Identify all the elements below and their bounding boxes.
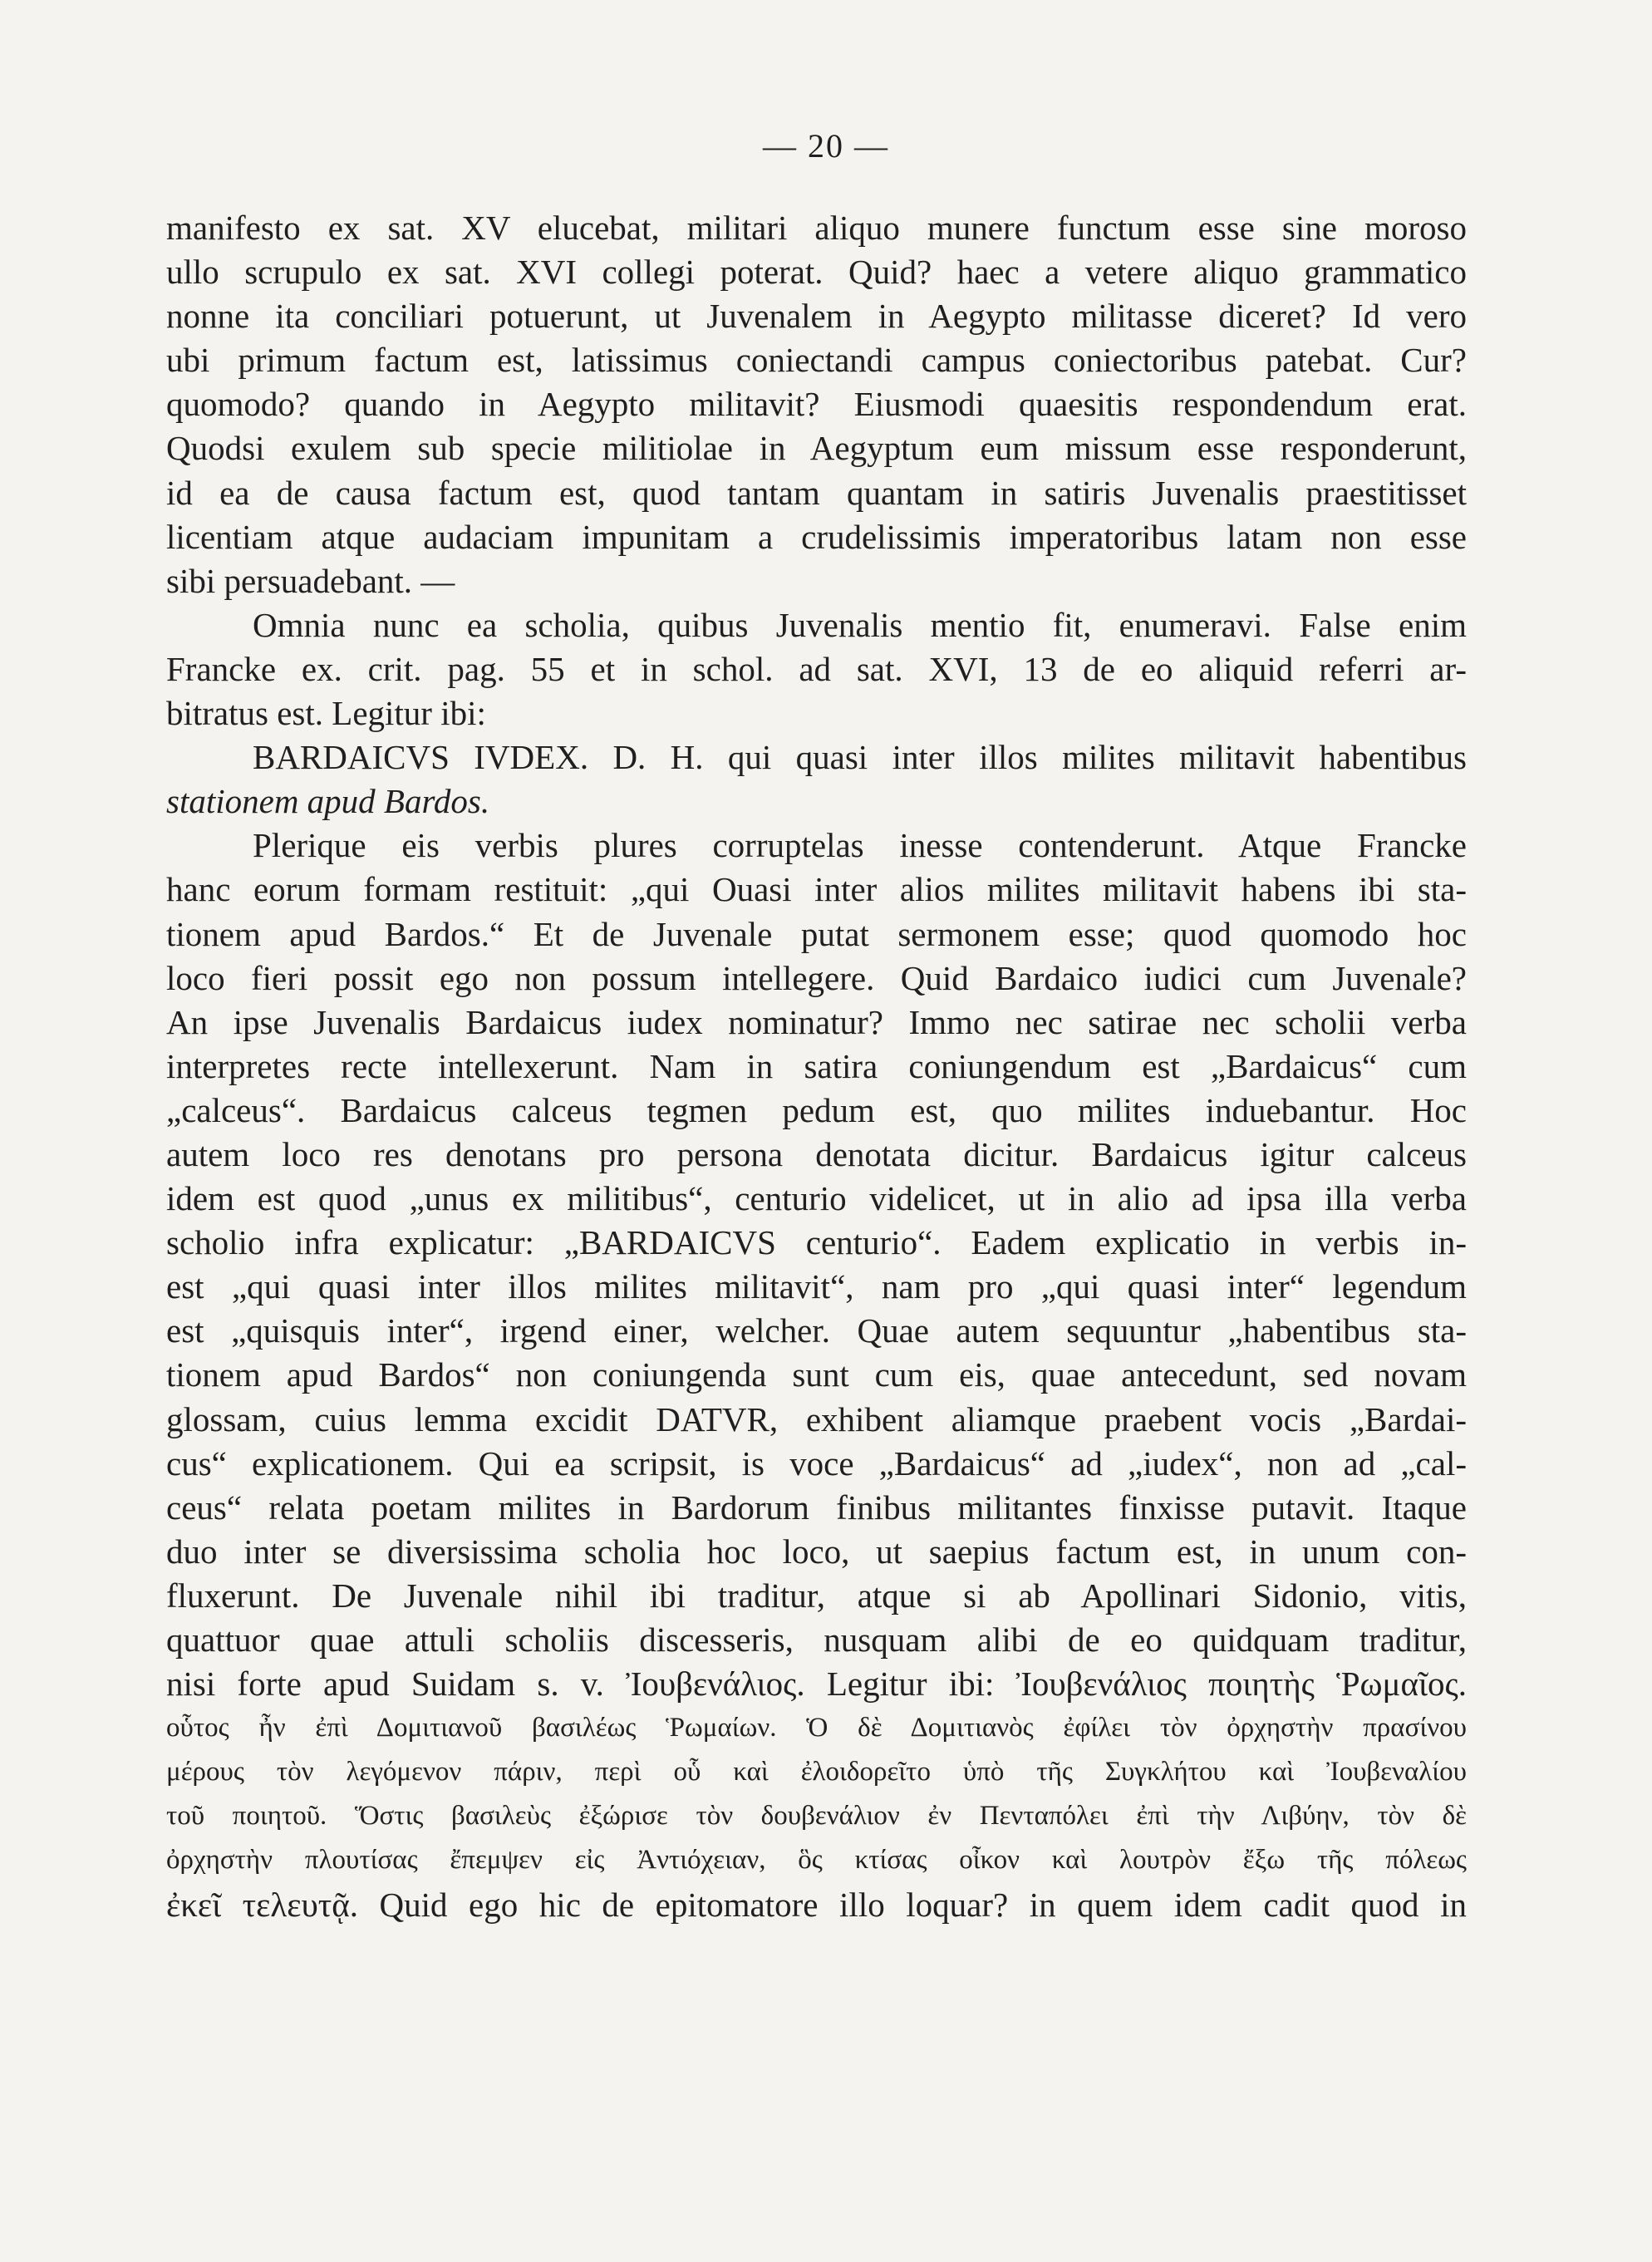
text-line: autem loco res denotans pro persona denotata dicitur. Bardaicus igitur calceus: [166, 1134, 1467, 1173]
text-line: Francke ex. crit. pag. 55 et in schol. ad sat. XVI, 13 de eo aliquid referri ar-: [166, 649, 1467, 688]
text-line: tionem apud Bardos.“ Et de Juvenale putat sermonem esse; quod quomodo hoc: [166, 914, 1467, 953]
text-line: cus“ explicationem. Qui ea scripsit, is voce „Bardaicus“ ad „iudex“, non ad „cal-: [166, 1443, 1467, 1483]
text-line: est „qui quasi inter illos milites militavit“, nam pro „qui quasi inter“ legendum: [166, 1267, 1467, 1306]
text-line: ubi primum factum est, latissimus coniectandi campus coniectoribus patebat. Cur?: [166, 341, 1467, 380]
greek-text-line: ὀρχηστὴν πλουτίσας ἔπεμψεν εἰς Ἀντιόχειαν, ὃς κτίσας οἶκον καὶ λουτρὸν ἔξω τῆς πόλεως: [166, 1845, 1467, 1876]
text-line: licentiam atque audaciam impunitam a crudelissimis imperatoribus latam non esse: [166, 517, 1467, 556]
scholion-lemma: BARDAICVS IVDEX. D. H. qui quasi inter illos milites militavit habentibus: [253, 738, 1467, 777]
text-line: glossam, cuius lemma excidit DATVR, exhibent aliamque praebent vocis „Bardai-: [166, 1399, 1467, 1438]
greek-text-line: οὗτος ἦν ἐπὶ Δομιτιανοῦ βασιλέως Ῥωμαίων. Ὁ δὲ Δομιτιανὸς ἐφίλει τὸν ὀρχηστὴν πρασίνου: [166, 1713, 1467, 1743]
scholion-lemma-cont: stationem apud Bardos.: [166, 782, 490, 821]
text-line: quomodo? quando in Aegypto militavit? Eiusmodi quaesitis respondendum erat.: [166, 385, 1467, 424]
text-line: sibi persuadebant. —: [166, 561, 455, 600]
text-line: fluxerunt. De Juvenale nihil ibi traditur, atque si ab Apollinari Sidonio, vitis,: [166, 1576, 1467, 1615]
text-line: hanc eorum formam restituit: „qui Ouasi inter alios milites militavit habens ibi sta-: [166, 870, 1467, 909]
text-line: scholio infra explicatur: „BARDAICVS centurio“. Eadem explicatio in verbis in-: [166, 1223, 1467, 1262]
text-line: tionem apud Bardos“ non coniungenda sunt cum eis, quae antecedunt, sed novam: [166, 1355, 1467, 1394]
text-line: quattuor quae attuli scholiis discesseris, nusquam alibi de eo quidquam traditur,: [166, 1620, 1467, 1659]
text-line: nonne ita conciliari potuerunt, ut Juvenalem in Aegypto militasse diceret? Id vero: [166, 297, 1467, 336]
text-line: Plerique eis verbis plures corruptelas inesse contenderunt. Atque Francke: [253, 826, 1467, 865]
text-line: Quodsi exulem sub specie militiolae in Aegyptum eum missum esse responderunt,: [166, 429, 1467, 468]
text-line: interpretes recte intellexerunt. Nam in satira coniungendum est „Bardaicus“ cum: [166, 1046, 1467, 1085]
text-line: id ea de causa factum est, quod tantam quantam in satiris Juvenalis praestitisset: [166, 473, 1467, 512]
body-text: [166, 206, 1467, 1927]
greek-text-line: μέρους τὸν λεγόμενον πάριν, περὶ οὗ καὶ ἐλοιδορεῖτο ὑπὸ τῆς Συγκλήτου καὶ Ἰουβεναλίου: [166, 1757, 1467, 1787]
text-line: loco fieri possit ego non possum intellegere. Quid Bardaico iudici cum Juvenale?: [166, 958, 1467, 997]
text-line: duo inter se diversissima scholia hoc loco, ut saepius factum est, in unum con-: [166, 1532, 1467, 1571]
text-line: „calceus“. Bardaicus calceus tegmen pedum est, quo milites induebantur. Hoc: [166, 1090, 1467, 1129]
text-line: ullo scrupulo ex sat. XVI collegi poterat. Quid? haec a vetere aliquo grammatico: [166, 253, 1467, 292]
text-line: manifesto ex sat. XV elucebat, militari aliquo munere functum esse sine moroso: [166, 209, 1467, 247]
text-line: est „quisquis inter“, irgend einer, welcher. Quae autem sequuntur „habentibus sta-: [166, 1311, 1467, 1350]
page-number: — 20 —: [763, 127, 889, 165]
text-line: bitratus est. Legitur ibi:: [166, 694, 486, 733]
greek-text-line: τοῦ ποιητοῦ. Ὅστις βασιλεὺς ἐξώρισε τὸν δουβενάλιον ἐν Πενταπόλει ἐπὶ τὴν Λιβύην, τὸν δὲ: [166, 1801, 1467, 1832]
text-line: Omnia nunc ea scholia, quibus Juvenalis mentio fit, enumeravi. False enim: [253, 605, 1467, 644]
text-line: An ipse Juvenalis Bardaicus iudex nominatur? Immo nec satirae nec scholii verba: [166, 1002, 1467, 1041]
text-line: nisi forte apud Suidam s. v. Ἰουβενάλιος. Legitur ibi: Ἰουβενάλιος ποιητὴς Ῥωμαῖος.: [166, 1665, 1467, 1704]
text-line: idem est quod „unus ex militibus“, centurio videlicet, ut in alio ad ipsa illa verba: [166, 1179, 1467, 1218]
text-line: ceus“ relata poetam milites in Bardorum finibus militantes finxisse putavit. Itaque: [166, 1488, 1467, 1527]
text-line: ἐκεῖ τελευτᾷ. Quid ego hic de epitomatore illo loquar? in quem idem cadit quod in: [166, 1885, 1467, 1924]
